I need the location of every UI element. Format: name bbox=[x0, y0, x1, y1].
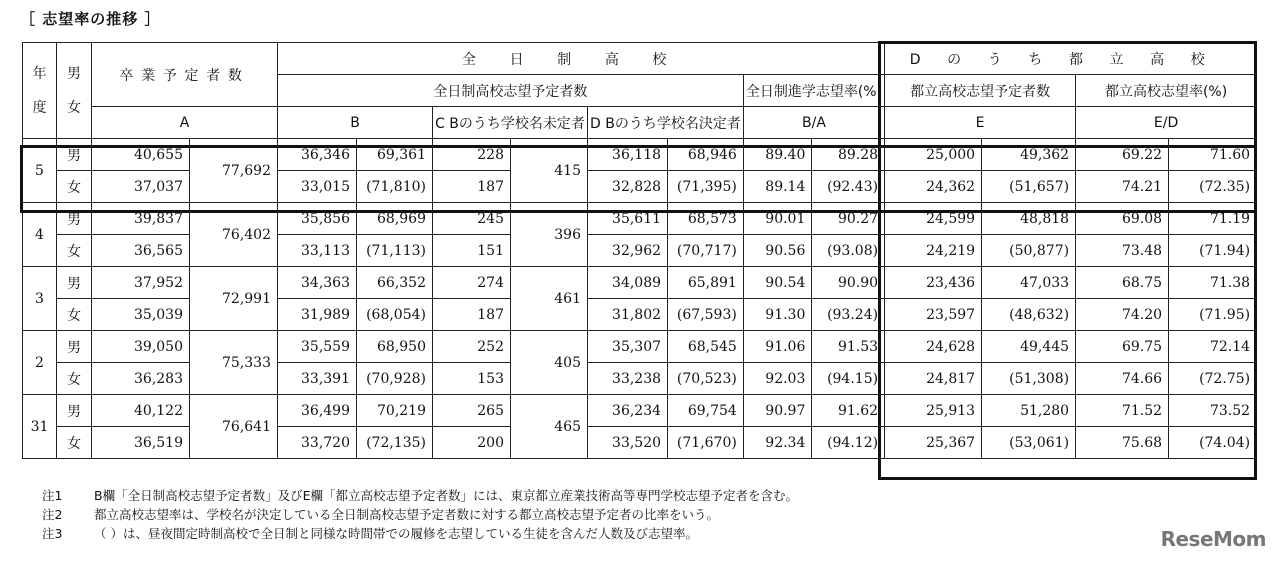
cell-c-total: 461 bbox=[511, 267, 588, 331]
cell-ba-total: (93.24) bbox=[812, 299, 885, 331]
header-col-a: A bbox=[92, 107, 278, 139]
cell-a-total: 75,333 bbox=[190, 331, 278, 395]
cell-b-total: (71,113) bbox=[357, 235, 433, 267]
cell-a-total: 72,991 bbox=[190, 267, 278, 331]
cell-ba: 91.30 bbox=[743, 299, 812, 331]
cell-ed: 73.48 bbox=[1076, 235, 1169, 267]
sex-cell: 女 bbox=[57, 427, 92, 459]
cell-b-total: (68,054) bbox=[357, 299, 433, 331]
cell-c: 200 bbox=[433, 427, 511, 459]
cell-a: 35,039 bbox=[92, 299, 190, 331]
cell-d-total: (70,523) bbox=[668, 363, 744, 395]
cell-a: 39,050 bbox=[92, 331, 190, 363]
cell-b: 33,015 bbox=[278, 171, 357, 203]
cell-ba: 91.06 bbox=[743, 331, 812, 363]
cell-b: 35,559 bbox=[278, 331, 357, 363]
cell-e: 25,367 bbox=[885, 427, 982, 459]
cell-ba-total: 91.62 bbox=[812, 395, 885, 427]
cell-d: 35,611 bbox=[588, 203, 668, 235]
table-row bbox=[23, 267, 1257, 299]
cell-ed-total: (74.04) bbox=[1169, 427, 1257, 459]
header-col-e: E bbox=[885, 107, 1076, 139]
cell-b: 36,346 bbox=[278, 139, 357, 171]
cell-a: 36,519 bbox=[92, 427, 190, 459]
cell-a-total: 76,402 bbox=[190, 203, 278, 267]
cell-ed-total: 71.60 bbox=[1169, 139, 1257, 171]
cell-d: 31,802 bbox=[588, 299, 668, 331]
cell-ed: 74.66 bbox=[1076, 363, 1169, 395]
header-toritsu-rate: 都立高校志望率(%) bbox=[1076, 75, 1257, 107]
sex-cell: 女 bbox=[57, 171, 92, 203]
header-graduates: 卒業予定者数 bbox=[92, 43, 278, 107]
cell-ba: 90.56 bbox=[743, 235, 812, 267]
cell-e-total: (48,632) bbox=[982, 299, 1076, 331]
header-col-b: B bbox=[278, 107, 433, 139]
cell-a: 40,655 bbox=[92, 139, 190, 171]
cell-b-total: 66,352 bbox=[357, 267, 433, 299]
cell-b-total: (70,928) bbox=[357, 363, 433, 395]
year-cell: 5 bbox=[23, 139, 57, 203]
cell-e-total: (51,657) bbox=[982, 171, 1076, 203]
cell-ed: 68.75 bbox=[1076, 267, 1169, 299]
cell-d-total: (71,670) bbox=[668, 427, 744, 459]
cell-e-total: 49,445 bbox=[982, 331, 1076, 363]
cell-c: 187 bbox=[433, 171, 511, 203]
cell-a-total: 76,641 bbox=[190, 395, 278, 459]
cell-e-total: (50,877) bbox=[982, 235, 1076, 267]
year-cell: 2 bbox=[23, 331, 57, 395]
cell-c-total: 415 bbox=[511, 139, 588, 203]
cell-c: 274 bbox=[433, 267, 511, 299]
cell-e-total: 48,818 bbox=[982, 203, 1076, 235]
cell-e-total: (53,061) bbox=[982, 427, 1076, 459]
note-3: 注3 （ ）は、昼夜間定時制高校で全日制と同様な時間帯での履修を志望している生徒を含んだ人数及び志望率。 bbox=[42, 526, 698, 541]
cell-c-total: 396 bbox=[511, 203, 588, 267]
cell-ed: 71.52 bbox=[1076, 395, 1169, 427]
cell-ed: 69.75 bbox=[1076, 331, 1169, 363]
cell-d: 33,238 bbox=[588, 363, 668, 395]
header-col-d: D Bのうち学校名決定者 bbox=[588, 107, 744, 139]
cell-ed-total: (72.35) bbox=[1169, 171, 1257, 203]
cell-b: 34,363 bbox=[278, 267, 357, 299]
cell-d-total: 68,946 bbox=[668, 139, 744, 171]
cell-ed: 75.68 bbox=[1076, 427, 1169, 459]
cell-a: 36,565 bbox=[92, 235, 190, 267]
cell-ba: 92.34 bbox=[743, 427, 812, 459]
cell-c: 151 bbox=[433, 235, 511, 267]
cell-ed: 69.22 bbox=[1076, 139, 1169, 171]
resemom-logo: ReseMom bbox=[1160, 527, 1266, 551]
cell-ba-total: (94.15) bbox=[812, 363, 885, 395]
cell-d: 32,828 bbox=[588, 171, 668, 203]
header-toritsu: Dのうち都立高校 bbox=[885, 43, 1257, 75]
cell-ba: 90.01 bbox=[743, 203, 812, 235]
note-1: 注1 B欄「全日制高校志望予定者数」及びE欄「都立高校志望予定者数」には、東京都立産業技術高等専門学校志望予定者を含む。 bbox=[42, 488, 798, 503]
sex-cell: 女 bbox=[57, 299, 92, 331]
cell-b: 33,391 bbox=[278, 363, 357, 395]
cell-ba-total: 90.90 bbox=[812, 267, 885, 299]
cell-e: 25,000 bbox=[885, 139, 982, 171]
sex-cell: 男 bbox=[57, 139, 92, 171]
cell-d-total: 68,573 bbox=[668, 203, 744, 235]
table-row bbox=[23, 395, 1257, 427]
cell-b: 33,720 bbox=[278, 427, 357, 459]
header-zennichi-applicants: 全日制高校志望予定者数 bbox=[278, 75, 744, 107]
header-col-c: C Bのうち学校名未定者 bbox=[433, 107, 588, 139]
cell-b-total: 68,950 bbox=[357, 331, 433, 363]
cell-e-total: 47,033 bbox=[982, 267, 1076, 299]
cell-c: 187 bbox=[433, 299, 511, 331]
header-zennichi: 全日制高校 bbox=[278, 43, 885, 75]
cell-e: 24,817 bbox=[885, 363, 982, 395]
cell-b-total: 69,361 bbox=[357, 139, 433, 171]
cell-b-total: 68,969 bbox=[357, 203, 433, 235]
cell-c-total: 405 bbox=[511, 331, 588, 395]
cell-d-total: (71,395) bbox=[668, 171, 744, 203]
cell-ba-total: 89.28 bbox=[812, 139, 885, 171]
cell-e: 23,436 bbox=[885, 267, 982, 299]
cell-ba-total: 90.27 bbox=[812, 203, 885, 235]
cell-ed-total: (71.95) bbox=[1169, 299, 1257, 331]
cell-e: 23,597 bbox=[885, 299, 982, 331]
cell-e-total: 51,280 bbox=[982, 395, 1076, 427]
cell-a: 39,837 bbox=[92, 203, 190, 235]
header-year: 年度 bbox=[23, 43, 57, 139]
page-title: ［ 志望率の推移 ］ bbox=[20, 10, 161, 28]
cell-b: 35,856 bbox=[278, 203, 357, 235]
cell-ed-total: 71.38 bbox=[1169, 267, 1257, 299]
cell-e: 24,599 bbox=[885, 203, 982, 235]
cell-d: 36,234 bbox=[588, 395, 668, 427]
cell-c: 228 bbox=[433, 139, 511, 171]
cell-d-total: 69,754 bbox=[668, 395, 744, 427]
sex-cell: 女 bbox=[57, 235, 92, 267]
table-row bbox=[23, 139, 1257, 171]
cell-ed: 74.21 bbox=[1076, 171, 1169, 203]
cell-ba-total: (94.12) bbox=[812, 427, 885, 459]
year-cell: 3 bbox=[23, 267, 57, 331]
cell-b: 31,989 bbox=[278, 299, 357, 331]
cell-ba: 89.14 bbox=[743, 171, 812, 203]
header-zennichi-rate: 全日制進学志望率(%) bbox=[743, 75, 884, 107]
cell-c: 265 bbox=[433, 395, 511, 427]
cell-e: 24,219 bbox=[885, 235, 982, 267]
applicant-rate-table bbox=[22, 42, 1257, 459]
cell-e-total: (51,308) bbox=[982, 363, 1076, 395]
cell-ed: 74.20 bbox=[1076, 299, 1169, 331]
cell-b-total: (72,135) bbox=[357, 427, 433, 459]
cell-ed-total: 71.19 bbox=[1169, 203, 1257, 235]
cell-b: 33,113 bbox=[278, 235, 357, 267]
table-row bbox=[23, 331, 1257, 363]
cell-ba-total: (93.08) bbox=[812, 235, 885, 267]
cell-d-total: (67,593) bbox=[668, 299, 744, 331]
cell-d: 33,520 bbox=[588, 427, 668, 459]
cell-ba-total: 91.53 bbox=[812, 331, 885, 363]
cell-ba-total: (92.43) bbox=[812, 171, 885, 203]
cell-a: 36,283 bbox=[92, 363, 190, 395]
cell-e: 24,628 bbox=[885, 331, 982, 363]
sex-cell: 男 bbox=[57, 203, 92, 235]
cell-c-total: 465 bbox=[511, 395, 588, 459]
header-col-ba: B/A bbox=[743, 107, 884, 139]
cell-e: 24,362 bbox=[885, 171, 982, 203]
notes bbox=[42, 486, 798, 543]
cell-ba: 90.97 bbox=[743, 395, 812, 427]
cell-a: 37,037 bbox=[92, 171, 190, 203]
cell-ed-total: (72.75) bbox=[1169, 363, 1257, 395]
cell-b-total: 70,219 bbox=[357, 395, 433, 427]
sex-cell: 男 bbox=[57, 267, 92, 299]
sex-cell: 女 bbox=[57, 363, 92, 395]
sex-cell: 男 bbox=[57, 331, 92, 363]
cell-ed-total: 73.52 bbox=[1169, 395, 1257, 427]
cell-ba: 92.03 bbox=[743, 363, 812, 395]
cell-c: 245 bbox=[433, 203, 511, 235]
cell-d: 32,962 bbox=[588, 235, 668, 267]
cell-a: 40,122 bbox=[92, 395, 190, 427]
cell-a-total: 77,692 bbox=[190, 139, 278, 203]
header-col-ed: E/D bbox=[1076, 107, 1257, 139]
cell-c: 252 bbox=[433, 331, 511, 363]
cell-d: 34,089 bbox=[588, 267, 668, 299]
year-cell: 31 bbox=[23, 395, 57, 459]
cell-ba: 89.40 bbox=[743, 139, 812, 171]
cell-a: 37,952 bbox=[92, 267, 190, 299]
cell-d: 36,118 bbox=[588, 139, 668, 171]
cell-ba: 90.54 bbox=[743, 267, 812, 299]
cell-ed-total: (71.94) bbox=[1169, 235, 1257, 267]
cell-d-total: (70,717) bbox=[668, 235, 744, 267]
header-sex: 男女 bbox=[57, 43, 92, 139]
cell-e: 25,913 bbox=[885, 395, 982, 427]
header-toritsu-applicants: 都立高校志望予定者数 bbox=[885, 75, 1076, 107]
cell-d: 35,307 bbox=[588, 331, 668, 363]
sex-cell: 男 bbox=[57, 395, 92, 427]
cell-b-total: (71,810) bbox=[357, 171, 433, 203]
cell-d-total: 68,545 bbox=[668, 331, 744, 363]
year-cell: 4 bbox=[23, 203, 57, 267]
cell-ed: 69.08 bbox=[1076, 203, 1169, 235]
cell-c: 153 bbox=[433, 363, 511, 395]
cell-e-total: 49,362 bbox=[982, 139, 1076, 171]
cell-ed-total: 72.14 bbox=[1169, 331, 1257, 363]
cell-b: 36,499 bbox=[278, 395, 357, 427]
note-2: 注2 都立高校志望率は、学校名が決定している全日制高校志望予定者数に対する都立高校志望予定者の比率をいう。 bbox=[42, 507, 720, 522]
cell-d-total: 65,891 bbox=[668, 267, 744, 299]
table-row bbox=[23, 203, 1257, 235]
